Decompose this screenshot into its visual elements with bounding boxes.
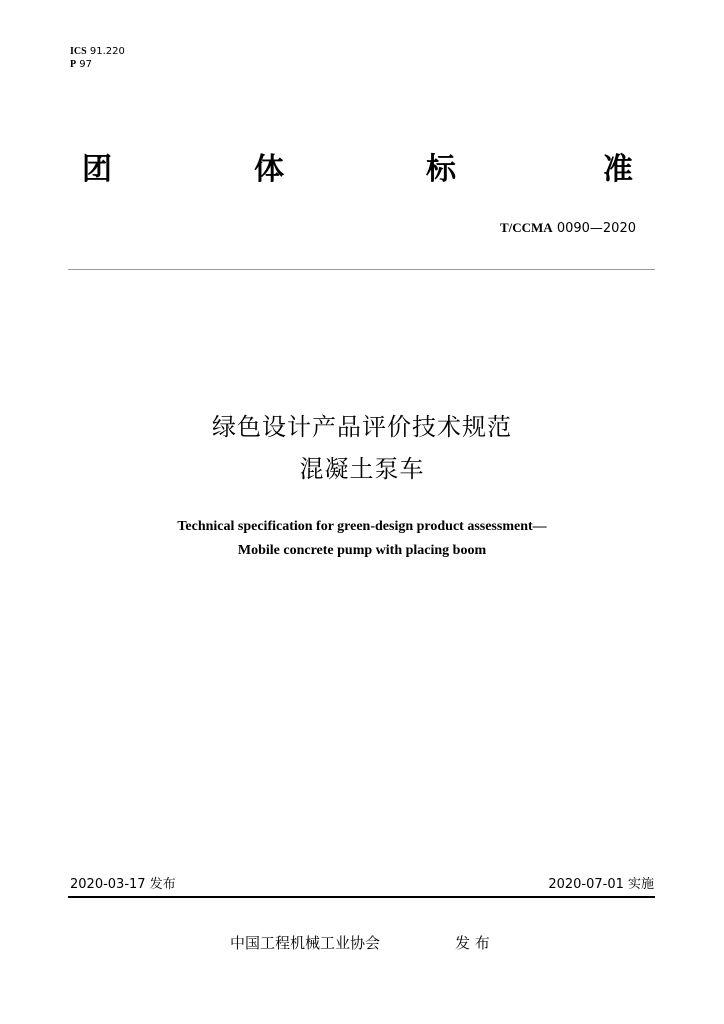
ics-value: 91.220 (89, 46, 125, 57)
publisher-action: 发 布 (455, 934, 490, 952)
publisher-name: 中国工程机械工业协会 (230, 934, 381, 952)
standard-type-char-2: 体 (254, 152, 284, 187)
standard-type-char-4: 准 (603, 152, 633, 187)
title-en-line-2: Mobile concrete pump with placing boom (237, 543, 487, 558)
standard-code (500, 220, 636, 236)
classification-codes (70, 45, 125, 71)
effective-date: 2020-07-01 实施 (548, 877, 654, 892)
issue-date: 2020-03-17 发布 (70, 877, 176, 892)
title-zh-line-2: 混凝土泵车 (299, 455, 425, 483)
standard-code-number: 0090—2020 (556, 221, 636, 236)
ics-code (70, 45, 125, 58)
ccs-label: P (70, 59, 77, 70)
footer-divider (68, 896, 655, 898)
ics-label: ICS (70, 46, 87, 57)
standard-type-char-3: 标 (426, 152, 456, 187)
standard-code-prefix: T/CCMA (499, 220, 553, 235)
title-en-line-1: Technical specification for green-design product assessment— (177, 519, 547, 534)
standard-type-char-1: 团 (82, 152, 112, 187)
ccs-code (70, 58, 125, 71)
title-zh-line-1: 绿色设计产品评价技术规范 (212, 413, 512, 441)
ccs-value: 97 (79, 59, 93, 70)
header-divider (68, 269, 655, 270)
